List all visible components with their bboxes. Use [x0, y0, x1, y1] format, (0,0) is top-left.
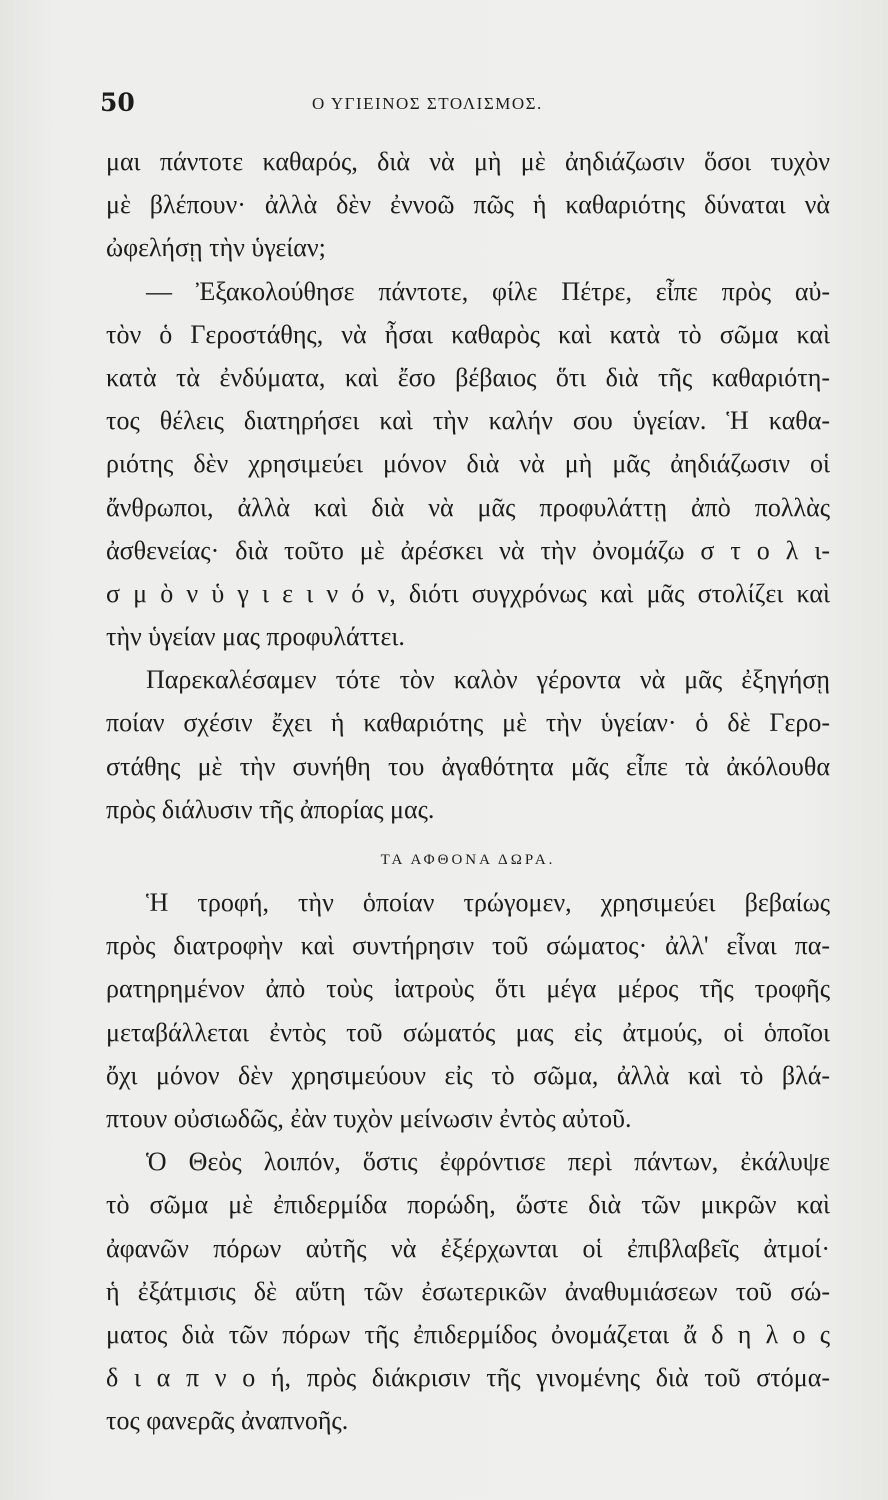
text-line: ὄχι μόνον δὲν χρησιμεύουν εἰς τὸ σῶμα, ἀλλὰ καὶ τὸ βλά-	[106, 1060, 830, 1090]
text-line: — Ἐξακολούθησε πάντοτε, φίλε Πέτρε, εἶπε πρὸς αὐ-	[146, 276, 830, 306]
text-line: πρὸς διάλυσιν τῆς ἀπορίας μας.	[106, 794, 435, 824]
text-line: τος φανερᾶς ἀναπνοῆς.	[106, 1406, 349, 1436]
text-line: τὸν ὁ Γεροστάθης, νὰ ἦσαι καθαρὸς καὶ κατὰ τὸ σῶμα καὶ	[106, 319, 830, 349]
text-line: ματος διὰ τῶν πόρων τῆς ἐπιδερμίδος ὀνομάζεται ἄ δ η λ ο ς	[106, 1319, 830, 1349]
text-line: ὠφελήσῃ τὴν ὑγείαν;	[106, 233, 326, 263]
body-text	[106, 140, 830, 1442]
text-line: κατὰ τὰ ἐνδύματα, καὶ ἔσο βέβαιος ὅτι διὰ τῆς καθαριότη-	[106, 362, 830, 392]
text-line: Ὁ Θεὸς λοιπόν, ὅστις ἐφρόντισε περὶ πάντων, ἐκάλυψε	[146, 1147, 830, 1177]
text-line: μεταβάλλεται ἐντὸς τοῦ σώματός μας εἰς ἀτμούς, οἱ ὁποῖοι	[106, 1017, 830, 1047]
text-line: στάθης μὲ τὴν συνήθη του ἀγαθότητα μᾶς εἶπε τὰ ἀκόλουθα	[106, 751, 830, 781]
text-line: ρατηρημένον ἀπὸ τοὺς ἰατροὺς ὅτι μέγα μέρος τῆς τροφῆς	[106, 974, 830, 1004]
text-line: μαι πάντοτε καθαρός, διὰ νὰ μὴ μὲ ἀηδιάζωσιν ὅσοι τυχὸν	[106, 147, 830, 176]
section-heading: ΤΑ ΑΦΘΟΝΑ ΔΩΡΑ.	[380, 852, 556, 868]
text-line: τος θέλεις διατηρήσει καὶ τὴν καλήν σου ὑγείαν. Ἡ καθα-	[106, 406, 830, 436]
text-line: ἀφανῶν πόρων αὐτῆς νὰ ἐξέρχωνται οἱ ἐπιβλαβεῖς ἀτμοί·	[106, 1233, 830, 1263]
text-line: δ ι α π ν ο ή, πρὸς διάκρισιν τῆς γινομένης διὰ τοῦ στόμα-	[106, 1363, 830, 1393]
text-line: ἄνθρωποι, ἀλλὰ καὶ διὰ νὰ μᾶς προφυλάττῃ ἀπὸ πολλὰς	[106, 492, 830, 522]
text-line: σ μ ὸ ν ὑ γ ι ε ι ν ό ν, διότι συγχρόνως καὶ μᾶς στολίζει καὶ	[106, 578, 830, 608]
text-line: μὲ βλέπουν· ἀλλὰ δὲν ἐννοῶ πῶς ἡ καθαριότης δύναται νὰ	[106, 190, 830, 220]
text-line: ἡ ἐξάτμισις δὲ αὕτη τῶν ἐσωτερικῶν ἀναθυμιάσεων τοῦ σώ-	[106, 1276, 830, 1306]
text-line: ποίαν σχέσιν ἔχει ἡ καθαριότης μὲ τὴν ὑγείαν· ὁ δὲ Γερο-	[106, 708, 830, 738]
running-title: Ο ΥΓΙΕΙΝΟΣ ΣΤΟΛΙΣΜΟΣ.	[312, 94, 543, 113]
text-line: τὴν ὑγείαν μας προφυλάττει.	[106, 622, 405, 652]
text-line: τὸ σῶμα μὲ ἐπιδερμίδα πορώδη, ὥστε διὰ τῶν μικρῶν καὶ	[106, 1190, 830, 1220]
text-line: Ἡ τροφή, τὴν ὁποίαν τρώγομεν, χρησιμεύει βεβαίως	[146, 888, 830, 917]
text-line: πτουν οὐσιωδῶς, ἐὰν τυχὸν μείνωσιν ἐντὸς αὐτοῦ.	[106, 1103, 632, 1133]
text-line: πρὸς διατροφὴν καὶ συντήρησιν τοῦ σώματος· ἀλλ' εἶναι πα-	[106, 931, 830, 961]
text-line: Παρεκαλέσαμεν τότε τὸν καλὸν γέροντα νὰ μᾶς ἐξηγήσῃ	[146, 665, 830, 695]
text-line: ἀσθενείας· διὰ τοῦτο μὲ ἀρέσκει νὰ τὴν ὀνομάζω σ τ ο λ ι-	[106, 535, 830, 565]
page-number: 50	[100, 88, 135, 117]
text-line: ριότης δὲν χρησιμεύει μόνον διὰ νὰ μὴ μᾶς ἀηδιάζωσιν οἱ	[106, 449, 830, 479]
page-header	[100, 88, 800, 118]
